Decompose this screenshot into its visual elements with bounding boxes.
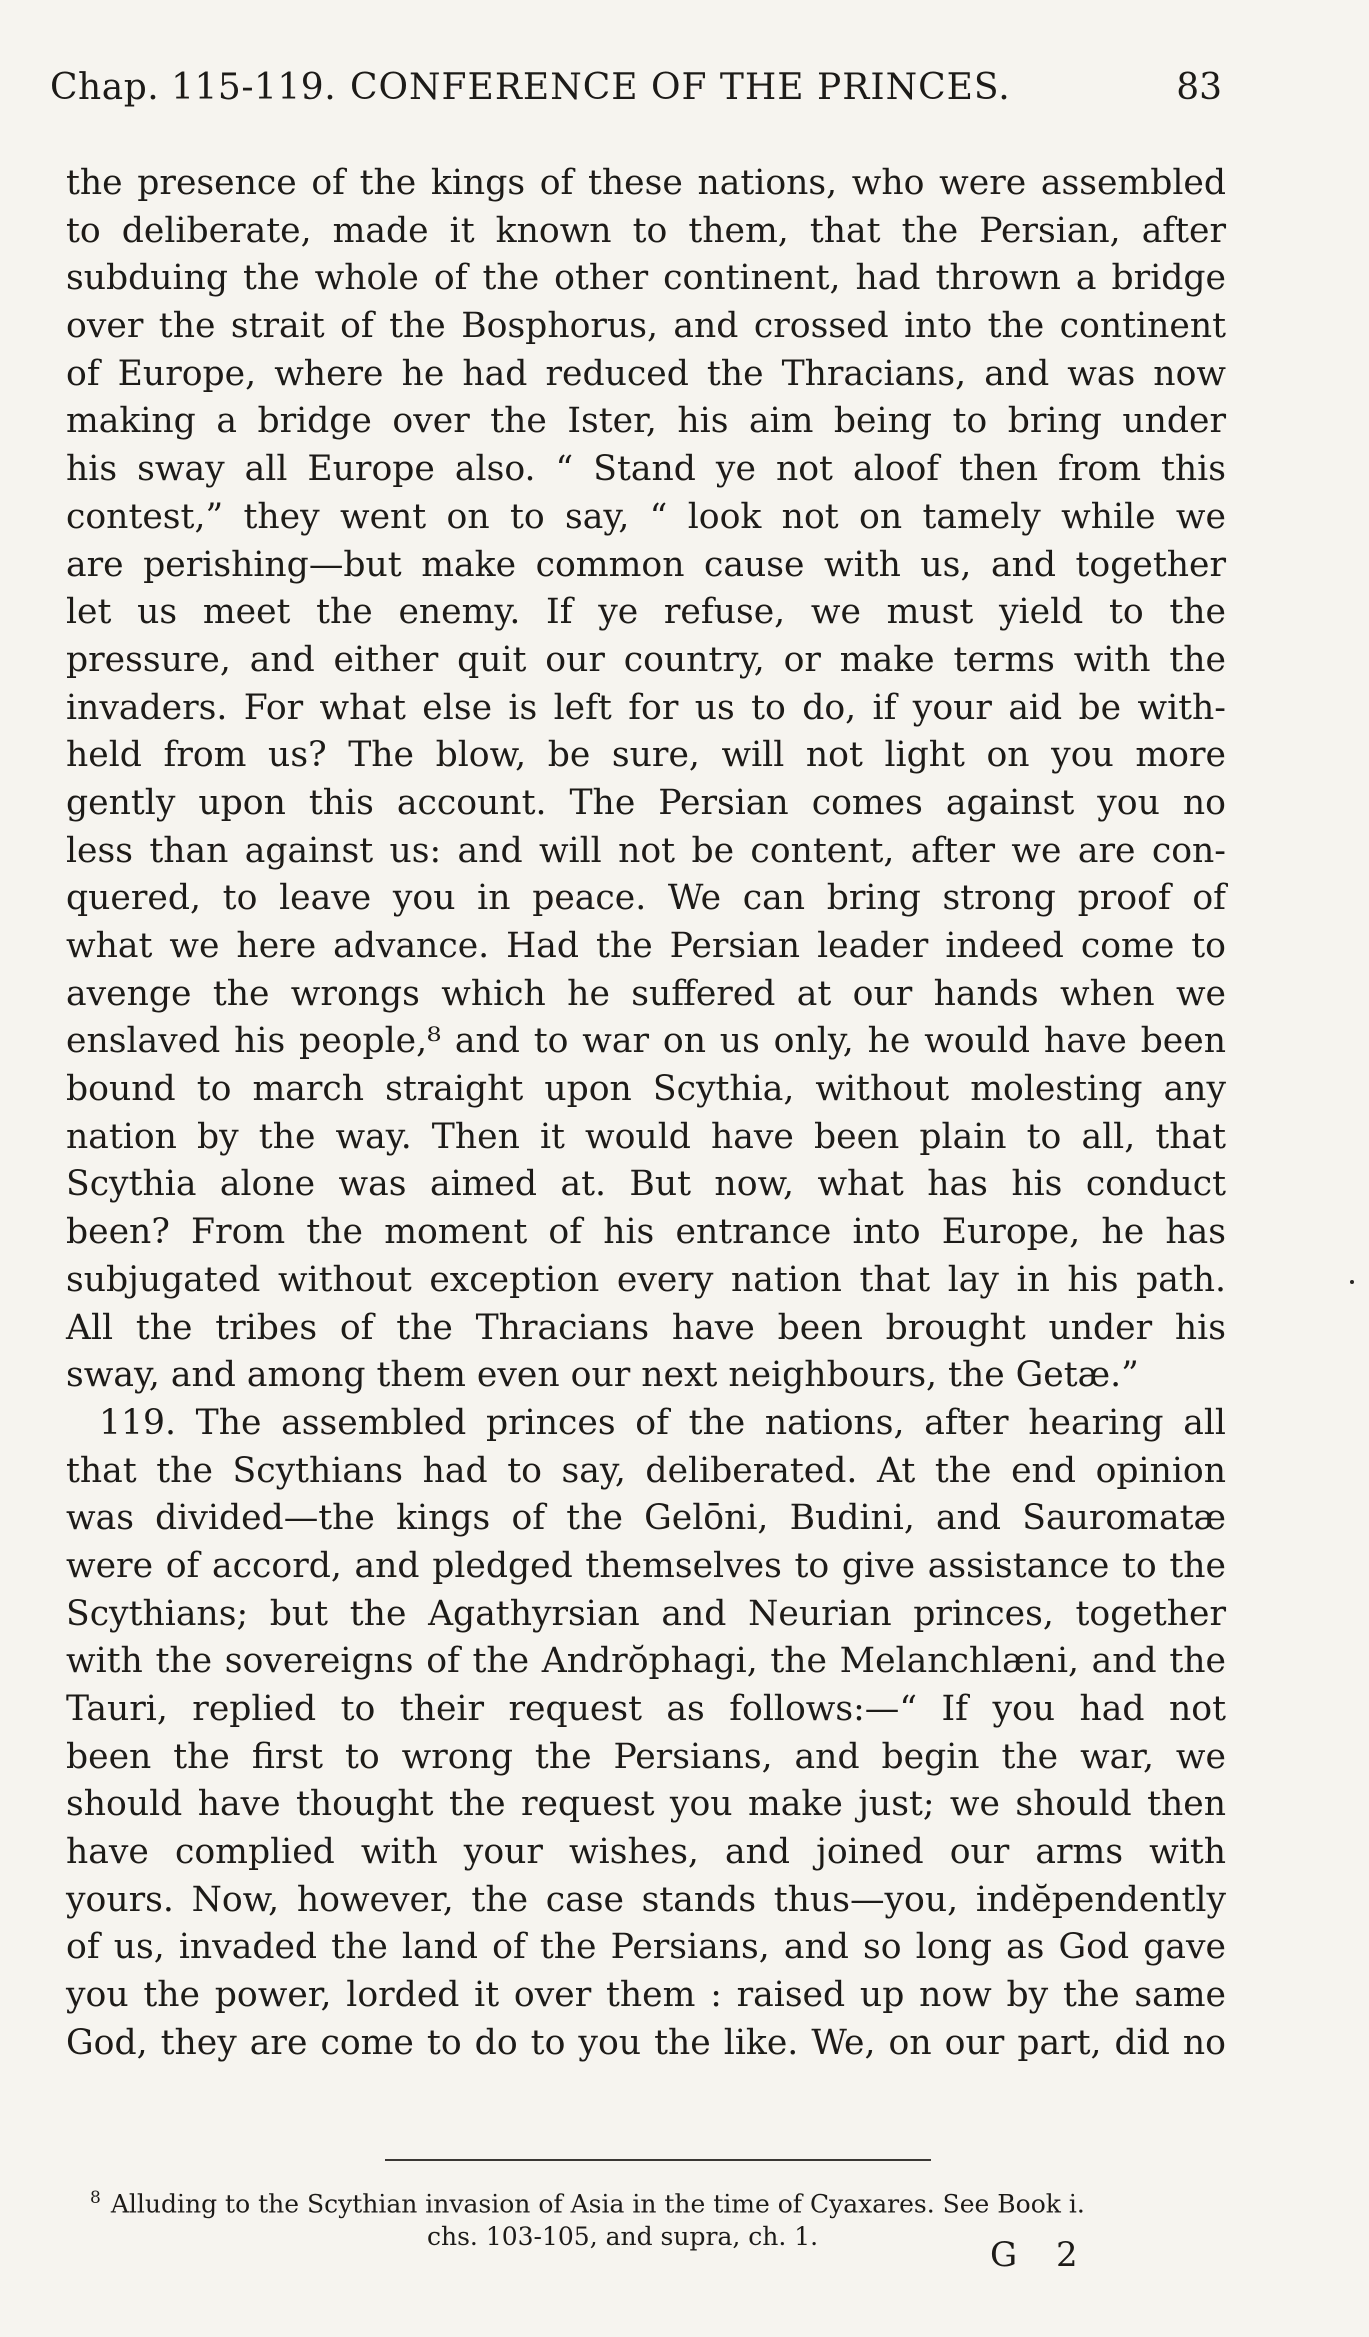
text-line: the presence of the kings of these nations, who were assembled xyxy=(66,163,1226,203)
text-line: subduing the whole of the other continent, had thrown a bridge xyxy=(66,258,1226,299)
text-line: was divided—the kings of the Gelōni, Budini, and Sauromatæ xyxy=(66,1498,1226,1539)
text-line: sway, and among them even our next neighbours, the Getæ.” xyxy=(66,1355,1139,1396)
text-line: Tauri, replied to their request as follows:—“ If you had not xyxy=(66,1689,1226,1729)
text-line: contest,” they went on to say, “ look not on tamely while we xyxy=(66,496,1226,537)
text-line: you the power, lorded it over them : raised up now by the same xyxy=(66,1975,1226,2016)
text-line: been the first to wrong the Persians, and begin the war, we xyxy=(66,1736,1226,1777)
running-head xyxy=(50,58,1222,118)
text-line: quered, to leave you in peace. We can bring strong proof of xyxy=(66,878,1226,919)
ink-speck xyxy=(1350,1280,1354,1284)
text-line: his sway all Europe also. “ Stand ye not aloof then from this xyxy=(66,449,1226,490)
text-line: avenge the wrongs which he suffered at our hands when we xyxy=(66,973,1226,1014)
signature-mark: G 2 xyxy=(990,2235,1092,2275)
text-line: were of accord, and pledged themselves to give assistance to the xyxy=(66,1545,1226,1586)
text-line: All the tribes of the Thracians have been brought under his xyxy=(66,1307,1226,1348)
running-title: CONFERENCE OF THE PRINCES. xyxy=(350,67,1011,108)
footnote-divider xyxy=(385,2159,931,2161)
text-line: pressure, and either quit our country, or make terms with the xyxy=(66,639,1226,680)
text-line: let us meet the enemy. If ye refuse, we must yield to the xyxy=(66,592,1226,633)
footnote-text: Alluding to the Scythian invasion of Asia in the time of Cyaxares. See Book i. xyxy=(110,2189,1085,2219)
section-start-line: 119. The assembled princes of the nations, after hearing all xyxy=(99,1402,1226,1443)
footnote-marker: 8 xyxy=(90,2188,101,2208)
text-line: what we here advance. Had the Persian leader indeed come to xyxy=(66,926,1226,966)
text-line: subjugated without exception every nation that lay in his path. xyxy=(66,1259,1226,1300)
text-line: of Europe, where he had reduced the Thracians, and was now xyxy=(66,353,1226,394)
footnote-line: chs. 103-105, and supra, ch. 1. xyxy=(427,2222,819,2252)
text-line: been? From the moment of his entrance into Europe, he has xyxy=(66,1212,1226,1253)
text-line: less than against us: and will not be content, after we are con- xyxy=(66,830,1226,871)
text-line: are perishing—but make common cause with us, and together xyxy=(66,544,1226,585)
text-line: over the strait of the Bosphorus, and crossed into the continent xyxy=(66,306,1226,347)
footnote-line xyxy=(90,2182,1230,2220)
text-line: held from us? The blow, be sure, will not light on you more xyxy=(66,735,1226,776)
text-line: have complied with your wishes, and joined our arms with xyxy=(66,1832,1226,1873)
text-line: that the Scythians had to say, deliberated. At the end opinion xyxy=(66,1450,1226,1491)
text-line: making a bridge over the Ister, his aim being to bring under xyxy=(66,401,1226,442)
text-line: nation by the way. Then it would have been plain to all, that xyxy=(66,1116,1226,1157)
text-line: enslaved his people,⁸ and to war on us only, he would have been xyxy=(66,1021,1226,1062)
body-text xyxy=(66,160,1226,2068)
text-line: God, they are come to do to you the like. We, on our part, did no xyxy=(66,2022,1226,2063)
text-line: invaders. For what else is left for us to do, if your aid be with- xyxy=(66,687,1226,728)
text-line: of us, invaded the land of the Persians, and so long as God gave xyxy=(66,1927,1226,1968)
text-line: with the sovereigns of the Andrŏphagi, the Melanchlæni, and the xyxy=(66,1641,1226,1682)
text-line: to deliberate, made it known to them, that the Persian, after xyxy=(66,210,1226,251)
page-number: 83 xyxy=(1176,67,1222,108)
text-line: gently upon this account. The Persian comes against you no xyxy=(66,782,1226,823)
text-line: yours. Now, however, the case stands thus—you, indĕpendently xyxy=(66,1879,1226,1920)
text-line: Scythians; but the Agathyrsian and Neurian princes, together xyxy=(66,1593,1226,1634)
text-line: should have thought the request you make just; we should then xyxy=(66,1784,1226,1825)
text-line: bound to march straight upon Scythia, without molesting any xyxy=(66,1069,1226,1110)
chapter-range: Chap. 115-119. xyxy=(50,67,337,108)
text-line: Scythia alone was aimed at. But now, what has his conduct xyxy=(66,1164,1226,1205)
